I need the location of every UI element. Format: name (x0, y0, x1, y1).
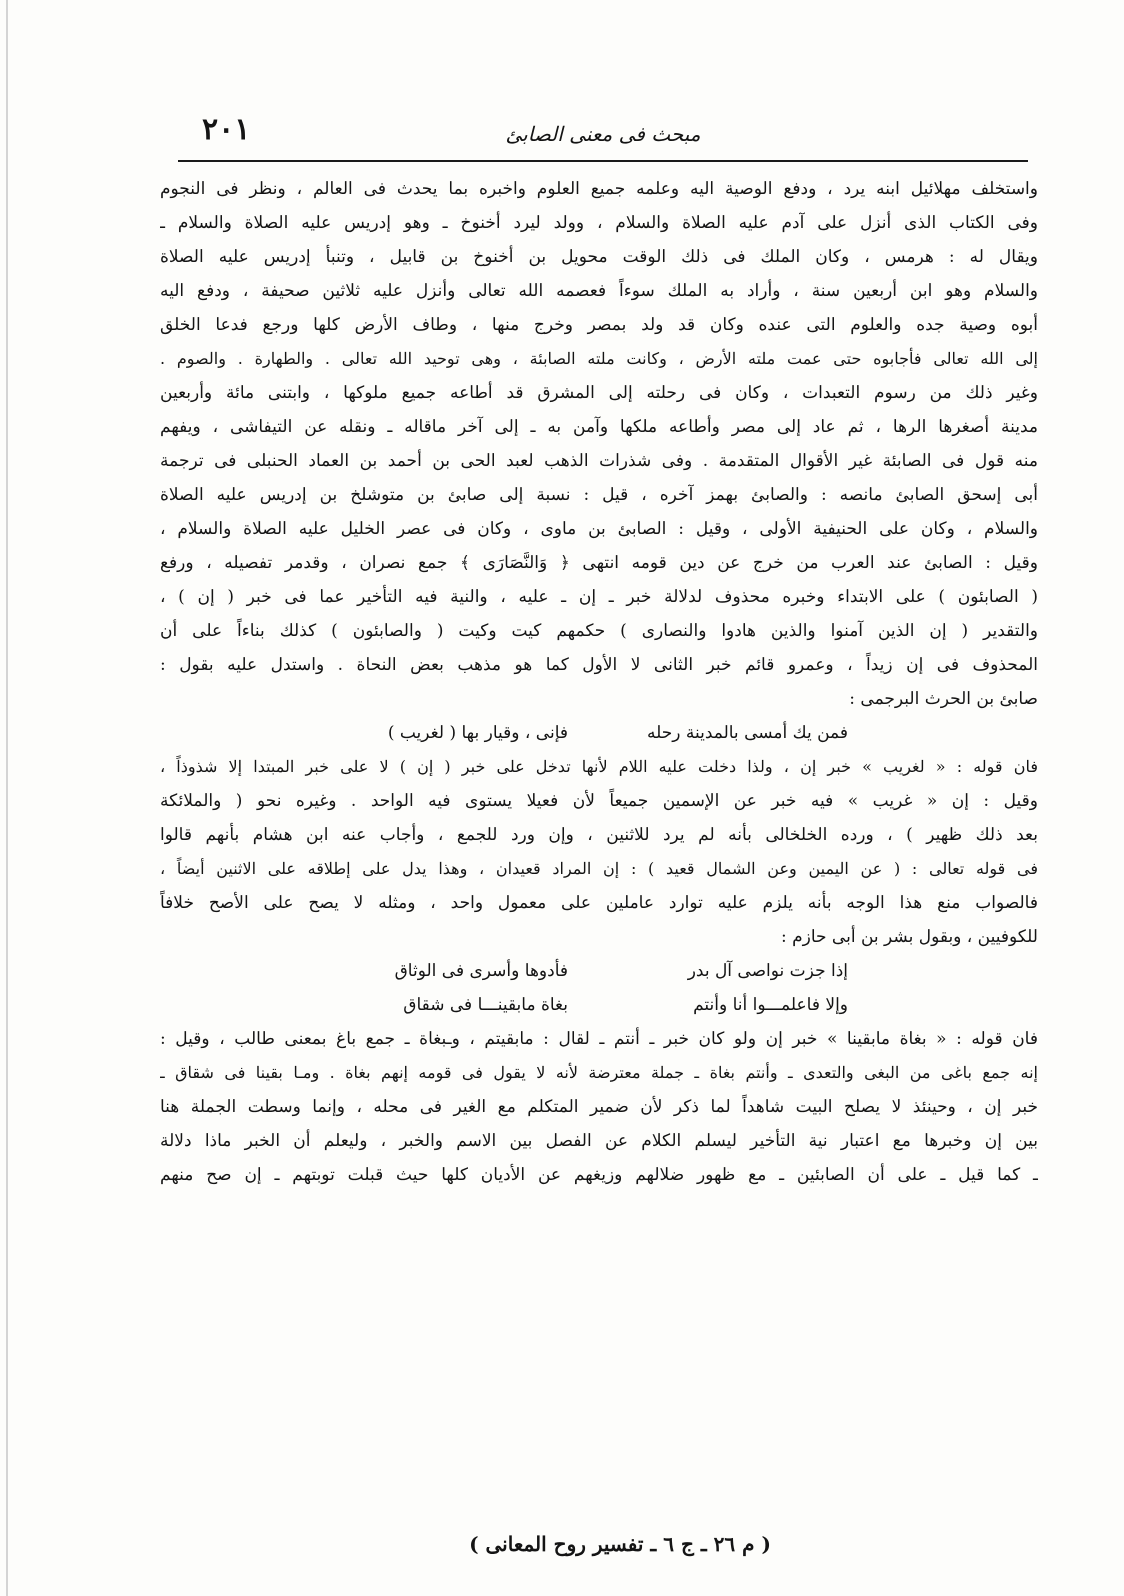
page-number: ٢٠١ (202, 112, 251, 147)
text-line: فان قوله : « لغريب » خبر إن ، ولذا دخلت عليه اللام لأنها تدخل على خبر ( إن ) لا على خبر المبتدا إلا شذوذاً ، (160, 757, 1038, 776)
text-line: إلى الله تعالى فأجابوه حتى عمت ملته الأرض ، وكانت ملته الصابئة ، وهى توحيد الله تعالى . والطهارة . والصوم . (160, 349, 1038, 368)
text-line: صابئ بن الحرث البرجمى : (849, 689, 1038, 709)
verse-hemistich: فأدوها وأسرى فى الوثاق (394, 961, 568, 981)
text-line: ـ كما قيل ـ على أن الصابئين ـ مع ظهور ضلالهم وزيغهم عن الأديان كلها حيث قبلت توبتهم ـ إن صح منهم (160, 1165, 1038, 1185)
text-line: مدينة أصغرها الرها ، ثم عاد إلى مصر وأطاعه ملكها وآمن به ـ إلى آخر ماقاله ـ ونقله عن التيفاشى ، ويفهم (160, 417, 1038, 437)
text-line: إنه جمع باغى من البغى والتعدى ـ وأنتم بغاة ـ جملة معترضة لأنه لا يقول فى قومه إنهم بغاة . ومـا بقينا فى شقاق ـ (160, 1063, 1038, 1082)
text-line: والتقدير ( إن الذين آمنوا والذين هادوا والنصارى ) حكمهم كيت وكيت ( والصابئون ) كذلك بناءاً على أن (160, 621, 1038, 641)
text-line: بعد ذلك ظهير ) ، ورده الخلخالى بأنه لم يرد للاثنين ، وإن ورد للجمع ، وأجاب عنه ابن هشام بأنهم قالوا (160, 825, 1038, 845)
text-line: أبوه وصية جده والعلوم التى عنده وكان قد ولد بمصر وخرج منها ، وطاف الأرض كلها ورجع فدعا الخلق (160, 315, 1038, 335)
text-line: ويقال له : هرمس ، وكان الملك فى ذلك الوقت محويل بن أخنوخ بن قابيل ، وتنبأ إدريس عليه الصلاة (160, 247, 1038, 267)
header-rule (178, 160, 1028, 162)
text-line: للكوفيين ، وبقول بشر بن أبى حازم : (780, 927, 1038, 947)
text-line: أبى إسحق الصابئ مانصه : والصابئ بهمز آخره ، قيل : نسبة إلى صابئ بن متوشلخ بن إدريس عليه الصلاة (160, 485, 1038, 505)
text-line: واستخلف مهلائيل ابنه يرد ، ودفع الوصية اليه وعلمه جميع العلوم واخبره بما يحدث فى العالم ، ونظر فى النجوم (160, 179, 1038, 199)
text-line: فالصواب منع هذا الوجه بأنه يلزم عليه توارد عاملين على معمول واحد ، ومثله لا يصح على الأصح خلافاً (160, 893, 1038, 913)
verse-hemistich: بغاة مابقينـــا فى شقاق (403, 995, 568, 1015)
text-line: وفى الكتاب الذى أنزل على آدم عليه الصلاة والسلام ، وولد ليرد أخنوخ ـ وهو إدريس عليه الصلاة والسلام ـ (160, 213, 1038, 233)
body-text (160, 172, 1038, 1532)
scan-edge (6, 0, 8, 1596)
text-line: وقيل : إن « غريب » فيه خبر عن الإسمين جميعاً لأن فعيلا يستوى فيه الواحد . وغيره نحو ( والملائكة (160, 791, 1038, 811)
text-line: وقيل : الصابئ عند العرب من خرج عن دين قومه انتهى ﴿ وَالنَّصَارَى ﴾ جمع نصران ، وقدمر تفصيله ، ورفع (160, 553, 1038, 573)
verse-hemistich: فإنى ، وقيار بها ( لغريب ) (387, 723, 568, 743)
text-line: فى قوله تعالى : ( عن اليمين وعن الشمال قعيد ) : إن المراد قعيدان ، وهذا يدل على إطلاقه على الاثنين أيضاً ، (160, 859, 1038, 878)
page-footer-signature: ( م ٢٦ ـ ج ٦ ـ تفسير روح المعانى ) (469, 1532, 771, 1556)
verse-line (160, 954, 1038, 988)
running-title: مبحث فى معنى الصابئ (505, 122, 701, 146)
verse-line (160, 988, 1038, 1022)
text-line: والسلام وهو ابن أربعين سنة ، وأراد به الملك سوءاً فعصمه الله تعالى وأنزل عليه ثلاثين صحيفة ، ودفع اليه (160, 281, 1038, 301)
text-line: فان قوله : « بغاة مابقينا » خبر إن ولو كان خبر ـ أنتم ـ لقال : مابقيتم ، وـبغاة ـ جمع باغ بمعنى طالب ، وقيل : (160, 1029, 1038, 1049)
text-line: والسلام ، وكان على الحنيفية الأولى ، وقيل : الصابئ بن ماوى ، وكان فى عصر الخليل عليه الصلاة والسلام ، (160, 519, 1038, 539)
text-line: منه قول فى الصابئة غير الأقوال المتقدمة . وفى شذرات الذهب لعبد الحى بن أحمد بن العماد الحنبلى فى ترجمة (160, 451, 1038, 471)
text-line: وغير ذلك من رسوم التعبدات ، وكان فى رحلته إلى المشرق قد أطاعه جميع ملوكها ، وابتنى مائة وأربعين (160, 383, 1038, 403)
verse-hemistich: إذا جزت نواصى آل بدر (687, 961, 848, 981)
text-line: ( الصابئون ) على الابتداء وخبره محذوف لدلالة خبر ـ إن ـ عليه ، والنية فيه التأخير عما فى خبر ( إن ) ، (160, 587, 1038, 607)
text-line: خبر إن ، وحينئذ لا يصلح البيت شاهداً لما ذكر لأن ضمير المتكلم مع الغير فى محله ، وإنما وسطت الجملة هنا (160, 1097, 1038, 1117)
text-line: المحذوف فى إن زيداً ، وعمرو قائم خبر الثانى لا الأول كما هو مذهب بعض النحاة . واستدل عليه بقول : (160, 655, 1038, 675)
verse-hemistich: وإلا فاعلمـــوا أنا وأنتم (693, 995, 848, 1015)
verse-line (160, 716, 1038, 750)
verse-hemistich: فمن يك أمسى بالمدينة رحله (646, 723, 848, 743)
text-line: بين إن وخبرها مع اعتبار نية التأخير ليسلم الكلام عن الفصل بين الاسم والخبر ، وليعلم أن الخبر ماذا دلالة (160, 1131, 1038, 1151)
